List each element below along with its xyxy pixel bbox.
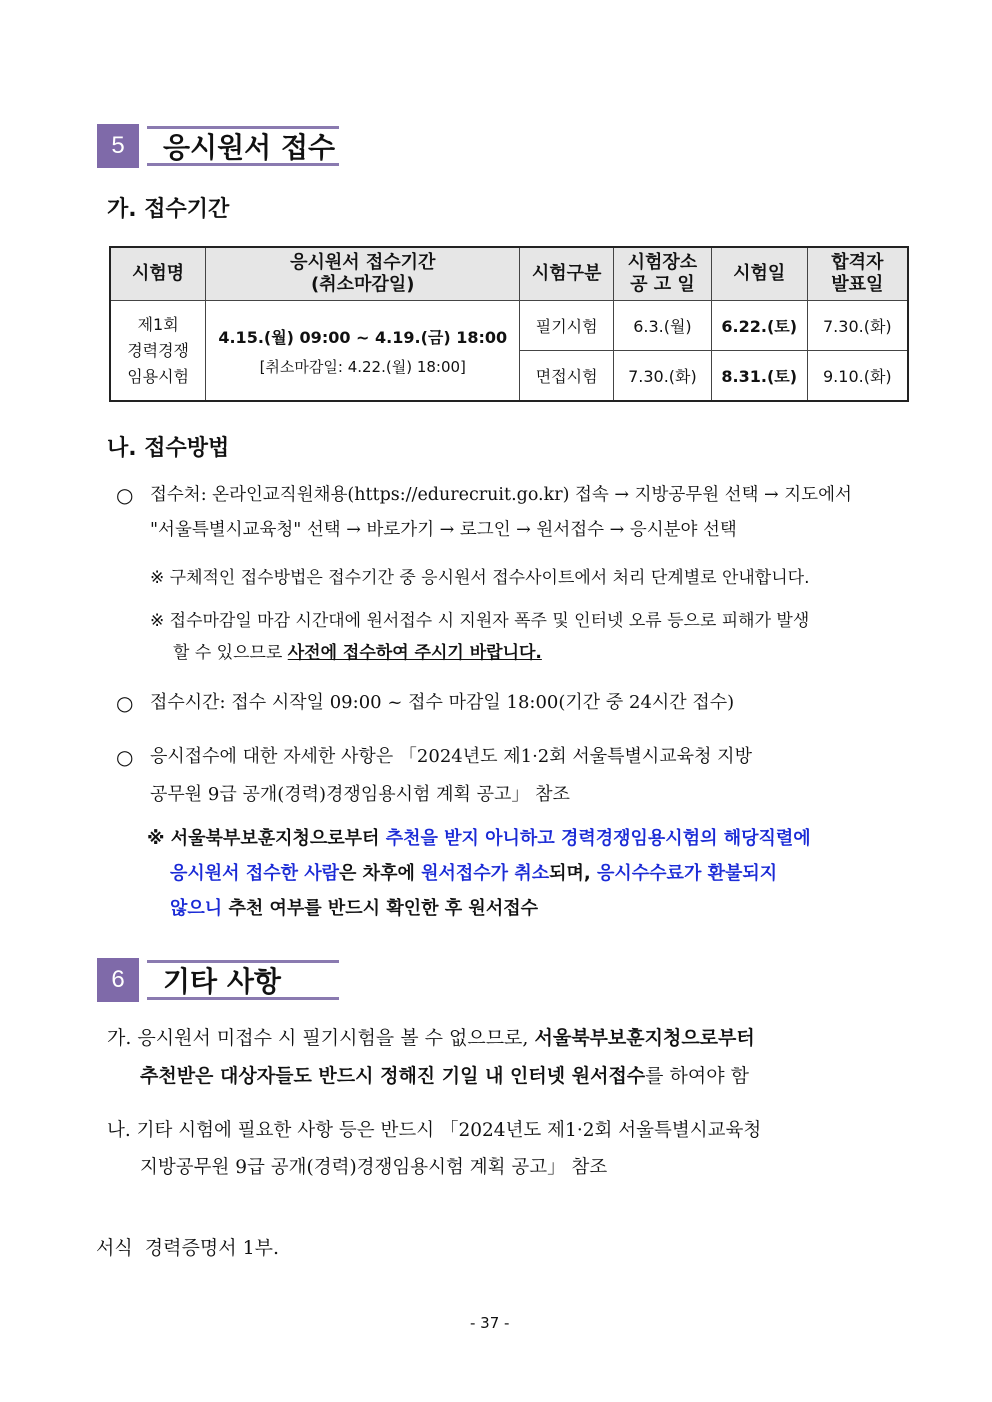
section-number-badge: 6	[97, 958, 139, 1002]
warning-line-1: ※ 서울북부보훈지청으로부터 추천을 받지 아니하고 경력경쟁임용시험의 해당직렬에	[147, 828, 811, 849]
cell-period: 4.15.(월) 09:00 ~ 4.19.(금) 18:00 [취소마감일: 4.22.(월) 18:00]	[206, 301, 520, 402]
header-type: 시험구분	[520, 247, 614, 301]
method-note-2-line-1: ※ 접수마감일 마감 시간대에 원서접수 시 지원자 폭주 및 인터넷 오류 등으로 피해가 발생	[150, 611, 810, 631]
header-result-date: 합격자 발표일	[807, 247, 908, 301]
header-exam-date: 시험일	[711, 247, 807, 301]
etc-item-ga-line-2: 추천받은 대상자들도 반드시 정해진 기일 내 인터넷 원서접수를 하여야 함	[140, 1065, 750, 1087]
warning-line-2: 응시원서 접수한 사람은 차후에 원서접수가 취소되며, 응시수수료가 환불되지	[170, 863, 778, 884]
cell-exam-name: 제1회 경력경쟁 임용시험	[110, 301, 206, 402]
cell-venue: 7.30.(화)	[614, 351, 712, 402]
schedule-table	[109, 246, 909, 402]
method-item-1-line-1: 접수처: 온라인교직원채용(https://edurecruit.go.kr) 접속 → 지방공무원 선택 → 지도에서	[150, 485, 852, 505]
method-note-2-line-2: 할 수 있으므로 사전에 접수하여 주시기 바랍니다.	[173, 643, 542, 663]
cell-result-date: 9.10.(화)	[807, 351, 908, 402]
warning-line-3: 않으니 추천 여부를 반드시 확인한 후 원서접수	[170, 898, 538, 919]
etc-item-ga-line-1: 가. 응시원서 미접수 시 필기시험을 볼 수 없으므로, 서울북부보훈지청으로부터	[107, 1027, 755, 1049]
cell-type: 필기시험	[520, 301, 614, 351]
section-title: 응시원서 접수	[147, 126, 339, 166]
section-title: 기타 사항	[147, 960, 339, 1000]
subheading-reception-method: 나. 접수방법	[107, 436, 230, 461]
method-item-3-line-2: 공무원 9급 공개(경력)경쟁임용시험 계획 공고」 참조	[150, 784, 570, 805]
page-number: - 37 -	[470, 1314, 510, 1332]
form-attachment-line: 서식 경력증명서 1부.	[96, 1237, 280, 1259]
header-period: 응시원서 접수기간 (취소마감일)	[206, 247, 520, 301]
etc-item-na-line-2: 지방공무원 9급 공개(경력)경쟁임용시험 계획 공고」 참조	[140, 1157, 608, 1178]
subheading-reception-period: 가. 접수기간	[107, 197, 230, 222]
cell-venue: 6.3.(월)	[614, 301, 712, 351]
method-note-1: ※ 구체적인 접수방법은 접수기간 중 응시원서 접수사이트에서 처리 단계별로 안내합니다.	[150, 568, 810, 588]
bullet-circle: ○	[116, 691, 134, 715]
bullet-circle: ○	[116, 745, 134, 769]
bullet-circle: ○	[116, 483, 134, 507]
cell-exam-date: 6.22.(토)	[711, 301, 807, 351]
method-item-2: 접수시간: 접수 시작일 09:00 ~ 접수 마감일 18:00(기간 중 24시간 접수)	[150, 692, 735, 713]
cell-type: 면접시험	[520, 351, 614, 402]
table-row	[110, 301, 908, 351]
table-header-row	[110, 247, 908, 301]
method-item-3-line-1: 응시접수에 대한 자세한 사항은 「2024년도 제1·2회 서울특별시교육청 지방	[150, 746, 752, 767]
etc-item-na-line-1: 나. 기타 시험에 필요한 사항 등은 반드시 「2024년도 제1·2회 서울특별시교육청	[107, 1120, 762, 1141]
header-exam-name: 시험명	[110, 247, 206, 301]
section-number-badge: 5	[97, 124, 139, 168]
header-venue-notice: 시험장소 공 고 일	[614, 247, 712, 301]
cell-result-date: 7.30.(화)	[807, 301, 908, 351]
method-item-1-line-2: "서울특별시교육청" 선택 → 바로가기 → 로그인 → 원서접수 → 응시분야 선택	[150, 520, 737, 540]
cell-exam-date: 8.31.(토)	[711, 351, 807, 402]
